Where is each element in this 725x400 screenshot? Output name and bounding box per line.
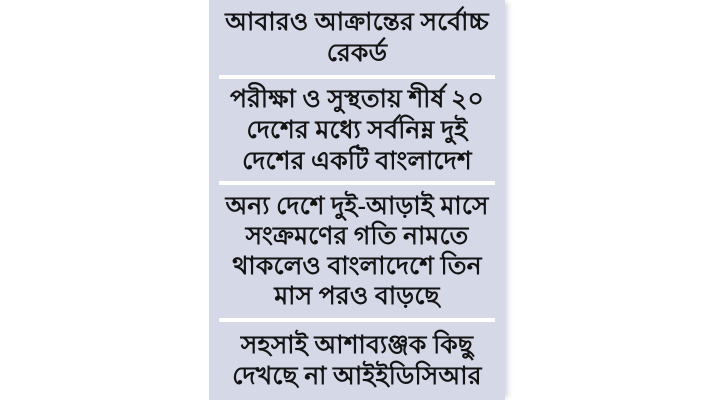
news-summary-panel xyxy=(209,0,505,400)
news-point-top20-lowest: পরীক্ষা ও সুস্থতায় শীর্ষ ২০ দেশের মধ্যে সর্বনিম্ন দুই দেশের একটি বাংলাদেশ xyxy=(229,85,484,175)
news-point-three-months-rising: অন্য দেশে দুই-আড়াই মাসে সংক্রমণের গতি নামতে থাকলেও বাংলাদেশে তিন মাস পরও বাড়ছে xyxy=(225,192,489,310)
news-point-iedcr-no-hope: সহসাই আশাব্যঞ্জক কিছু দেখছে না আইইডিসিআর xyxy=(232,332,482,390)
news-point-highest-record: আবারও আক্রান্তের সর্বোচ্চ রেকর্ড xyxy=(225,8,489,67)
